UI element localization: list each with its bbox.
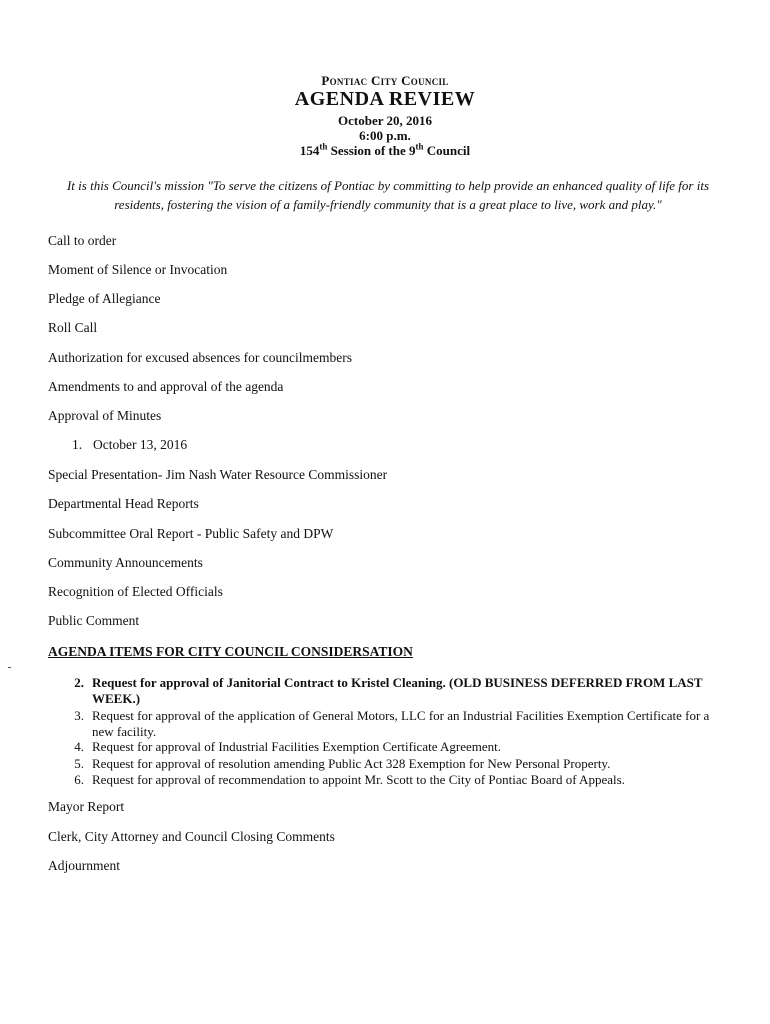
item-number: 5. xyxy=(74,756,84,771)
session-end: Council xyxy=(423,143,471,158)
council-ordinal-suffix: th xyxy=(415,141,424,152)
pledge-of-allegiance: Pledge of Allegiance xyxy=(48,291,161,306)
adjournment: Adjournment xyxy=(48,858,120,873)
mayor-report: Mayor Report xyxy=(48,799,125,814)
special-presentation: Special Presentation- Jim Nash Water Resource Commissioner xyxy=(48,467,388,482)
excused-absences: Authorization for excused absences for councilmembers xyxy=(48,350,353,365)
minutes-item-number: 1. xyxy=(72,437,83,452)
item-number: 6. xyxy=(74,772,84,787)
session-number: 154 xyxy=(299,143,320,158)
mission-statement: It is this Council's mission "To serve the citizens of Pontiac by committing to help provide an enhanced quality of life for its residents, fostering the vision of a family-friendly community that is a great place to live, work and play." xyxy=(66,178,710,212)
departmental-reports: Departmental Head Reports xyxy=(48,496,199,511)
item-text: Request for approval of Industrial Facilities Exemption Certificate Agreement. xyxy=(92,739,502,754)
meeting-time: 6:00 p.m. xyxy=(359,128,411,143)
page-title: AGENDA REVIEW xyxy=(294,88,476,110)
item-text: Request for approval of resolution amending Public Act 328 Exemption for New Personal Property. xyxy=(92,756,611,771)
meeting-date: October 20, 2016 xyxy=(338,113,432,128)
moment-of-silence: Moment of Silence or Invocation xyxy=(48,262,228,277)
consideration-heading: AGENDA ITEMS FOR CITY COUNCIL CONSIDERSATION xyxy=(48,644,413,659)
community-announcements: Community Announcements xyxy=(48,555,203,570)
item-text: Request for approval of Janitorial Contract to Kristel Cleaning. (OLD BUSINESS DEFERRED FROM LAST WEEK.) xyxy=(92,675,703,706)
call-to-order: Call to order xyxy=(48,233,117,248)
margin-mark xyxy=(8,667,11,668)
session-number-suffix: th xyxy=(319,141,328,152)
minutes-item: October 13, 2016 xyxy=(93,437,188,452)
item-number: 2. xyxy=(74,675,84,690)
item-text: Request for approval of the application of General Motors, LLC for an Industrial Facilities Exemption Certificate for a new facility. xyxy=(92,708,710,739)
session-line xyxy=(0,143,770,159)
item-text: Request for approval of recommendation to appoint Mr. Scott to the City of Pontiac Board of Appeals. xyxy=(92,772,625,787)
public-comment: Public Comment xyxy=(48,613,140,628)
subcommittee-report: Subcommittee Oral Report - Public Safety and DPW xyxy=(48,526,334,541)
approval-of-minutes: Approval of Minutes xyxy=(48,408,162,423)
item-number: 3. xyxy=(74,708,84,723)
council-name: Pontiac City Council xyxy=(321,73,449,88)
amendments-agenda: Amendments to and approval of the agenda xyxy=(48,379,284,394)
item-number: 4. xyxy=(74,739,84,754)
roll-call: Roll Call xyxy=(48,320,98,335)
closing-comments: Clerk, City Attorney and Council Closing Comments xyxy=(48,829,335,844)
session-middle: Session of the 9 xyxy=(327,143,416,158)
recognition-officials: Recognition of Elected Officials xyxy=(48,584,223,599)
